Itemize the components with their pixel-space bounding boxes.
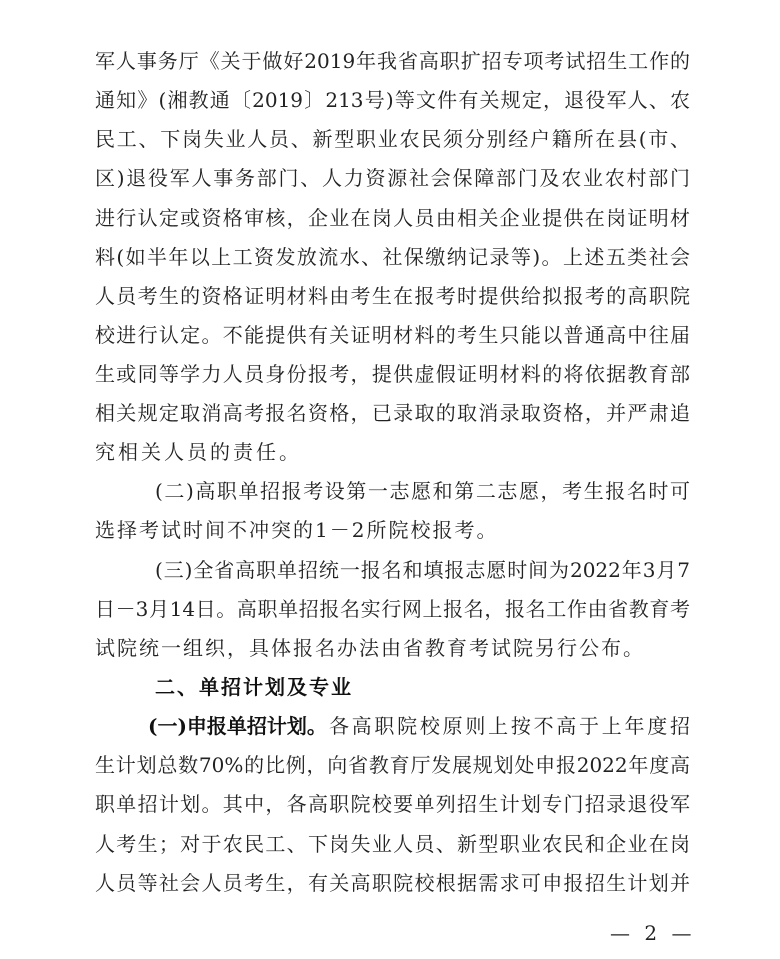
text-line: 相关规定取消高考报名资格，已录取的取消录取资格，并严肃追 [95, 401, 690, 425]
text-line: (二)高职单招报考设第一志愿和第二志愿，考生报名时可 [155, 479, 690, 503]
text-line: 区)退役军人事务部门、人力资源社会保障部门及农业农村部门 [95, 166, 690, 190]
text-line: 人考生；对于农民工、下岗失业人员、新型职业农民和企业在岗 [95, 832, 690, 856]
text-line: 试院统一组织，具体报名办法由省教育考试院另行公布。 [95, 636, 645, 660]
text-line: 军人事务厅《关于做好2019年我省高职扩招专项考试招生工作的 [95, 49, 690, 73]
text-line: 生计划总数70%的比例，向省教育厅发展规划处申报2022年度高 [95, 753, 690, 777]
text-line: 校进行认定。不能提供有关证明材料的考生只能以普通高中往届 [95, 323, 690, 347]
text-line: 进行认定或资格审核，企业在岗人员由相关企业提供在岗证明材 [95, 206, 690, 230]
text-line: 究相关人员的责任。 [95, 440, 302, 464]
page-number: — 2 — [610, 921, 696, 945]
text-line: (三)全省高职单招统一报名和填报志愿时间为2022年3月7 [155, 558, 690, 582]
text-line: 人员等社会人员考生，有关高职院校根据需求可申报招生计划并 [95, 871, 690, 895]
section-heading: 二、单招计划及专业 [155, 675, 353, 699]
text-line: 通知》(湘教通〔2019〕213号)等文件有关规定，退役军人、农 [95, 88, 690, 112]
text-line [148, 710, 690, 742]
text-line: 民工、下岗失业人员、新型职业农民须分别经户籍所在县(市、 [95, 127, 690, 151]
text-line: 生或同等学力人员身份报考，提供虚假证明材料的将依据教育部 [95, 362, 690, 386]
text-line: 日－3月14日。高职单招报名实行网上报名，报名工作由省教育考 [95, 597, 690, 621]
text-run: 各高职院校原则上按不高于上年度招 [328, 714, 690, 738]
text-line: 选择考试时间不冲突的1－2所院校报考。 [95, 518, 499, 542]
bold-lead: (一)申报单招计划。 [148, 714, 327, 738]
text-line: 职单招计划。其中，各高职院校要单列招生计划专门招录退役军 [95, 792, 690, 816]
text-line: 料(如半年以上工资发放流水、社保缴纳记录等)。上述五类社会 [95, 245, 690, 269]
text-line: 人员考生的资格证明材料由考生在报考时提供给拟报考的高职院 [95, 284, 690, 308]
